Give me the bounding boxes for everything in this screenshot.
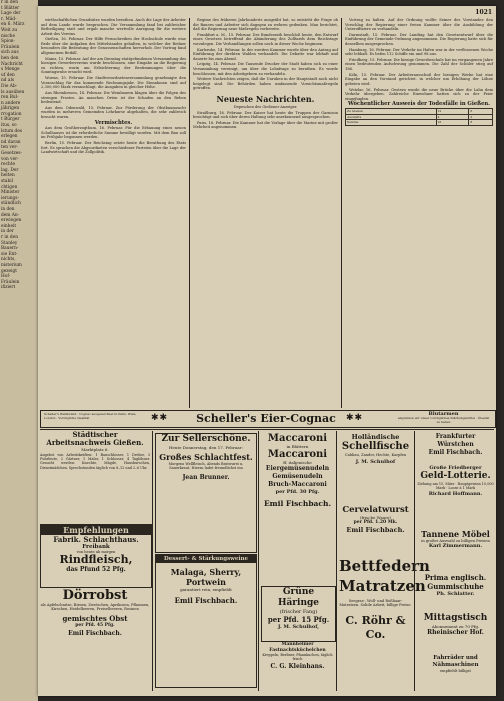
article-paragraph: Worms, 15. Februar. Die Stadtverordnetenversammlung genehmigte den Voranschlag für das kommende Rechnungsjahr. Die Einnahmen sind auf 2,300,000 Mark veranschlagt, die Ausgaben in gleicher Höhe. — [41, 76, 186, 90]
article-paragraph: Friedberg, 15. Februar. Die hiesige Gewerbeschule hat im vergangenen Jahre einen bedeutenden Aufschwung genommen. Die Zahl der Schüler stieg auf 186. — [345, 57, 493, 72]
table-cell: Summe — [346, 120, 437, 126]
table-cell: 16 — [436, 120, 469, 126]
advert-title: Dörrobst — [62, 588, 128, 603]
advert-line: Freibank — [82, 544, 110, 550]
strip-line: t Blätter — [1, 5, 20, 11]
page-number: 1021 — [475, 9, 492, 16]
newspaper-page — [38, 6, 496, 696]
column-2 — [193, 18, 338, 408]
advert-mittagstisch — [417, 613, 494, 653]
advert-text: Heute Donnerstag, den 17. Februar: — [169, 445, 243, 450]
advert-extra: Morgens Wellfleisch, Abends Bratwurst u. Sauerkraut. Hierzu ladet freundlichst ein — [168, 462, 244, 471]
advert-kuechelchen — [261, 642, 334, 688]
scheller-brand: Scheller's Eier-Cognac — [196, 412, 336, 425]
advert-schellfische — [339, 433, 412, 503]
advert-firm: Ph. Schlatter. — [436, 591, 475, 597]
strip-line: chtigen — [1, 184, 18, 190]
advert-extra: Eiergemüsenudeln — [265, 465, 330, 472]
mortality-table — [345, 108, 493, 126]
strip-line: r in den — [1, 0, 18, 5]
advert-subtitle: Marktplatz 6. — [81, 447, 109, 452]
strip-line: Minister — [1, 190, 20, 196]
news-subheading: Depeschen des Gießener Anzeiger. — [233, 104, 298, 109]
advert-text: Abonnement zu 70 Pfg. — [431, 624, 480, 629]
strip-line: r, Mäd- — [1, 16, 17, 22]
column-rule — [258, 431, 259, 691]
advert-title: Große Friedberger — [429, 465, 482, 471]
advert-text: Seegras-, Woll- und Roßhaar-Matratzen. Solide Arbeit, billige Preise. — [339, 599, 412, 608]
article-paragraph: Weitere Nachrichten zeigen, daß die Unruhen in der Hauptstadt noch nicht beigelegt sind. Die Behörden haben umfassende Vorsichtsmaßregeln getroffen. — [193, 77, 338, 91]
table-title: Wöchentlicher Ausweis der Todesfälle in Gießen. — [348, 101, 490, 108]
strip-line: rrogation — [1, 111, 22, 117]
advert-big: Großes Schlachtfest. — [159, 452, 253, 462]
advert-title: Mannheimer Fastnachtsküchelchen — [269, 642, 326, 653]
table-cell: 6 — [469, 108, 493, 114]
strip-line: ierungs- — [1, 195, 19, 201]
article-paragraph: Darmstadt, 15. Februar. Der Landtag hat den Gesetzentwurf über die Einführung der Gemeinde-Ordnung angenommen. Die Regierung hatte sich für denselben ausgesprochen. — [345, 32, 493, 46]
advert-sellerschoene — [155, 433, 257, 553]
strip-line: nisterium — [1, 262, 22, 268]
strip-line: lag. Der — [1, 167, 19, 173]
advert-arbeitsnachweis — [40, 431, 150, 523]
strip-line: Bauern- — [1, 246, 19, 252]
advert-firm: J. M. Schulhof, — [277, 624, 320, 630]
advert-fahrraeder — [417, 655, 494, 688]
strip-line: sie Ent- — [1, 251, 18, 257]
decorative-stars: ✱✱ — [346, 413, 364, 423]
article-paragraph: Aus dem Großherzogthum, 16. Februar. Für die Erbauung eines neuen Schulhauses ist die erforderliche Summe bewilligt worden. Mit dem Bau soll im Frühjahr begonnen werden. — [41, 126, 186, 140]
advert-firm: Richard Hoffmann. — [428, 491, 483, 498]
strip-line: ls ausüben — [1, 89, 25, 95]
news-headline: Neueste Nachrichten. — [216, 93, 315, 104]
strip-line: lstum des — [1, 128, 23, 134]
advert-firm: Emil Fischbach. — [346, 526, 405, 534]
adjacent-page-strip — [0, 0, 38, 701]
article-paragraph: Mainz, 15. Februar. Auf der am Dienstag stattgefundenen Versammlung des hiesigen Gewerbevereins wurde beschlossen, eine Eingabe an die Regierung zu richten, worin um Erleichterung der Bestimmungen über die Sonntagsruhe ersucht wird. — [41, 56, 186, 75]
strip-line: itus, so — [1, 123, 17, 129]
advert-firm: J. M. Schulhof — [355, 459, 396, 466]
strip-line: heiten — [1, 173, 15, 179]
article-paragraph: Vortrag zu halten. Auf der Ordnung wollte Seiner des Vorstandes den Vorschlag der Regierung einer freien Kammer über die Ausbildung der Unteroffiziere zu verhandeln. — [345, 18, 493, 32]
advert-title: Holländische — [351, 433, 400, 441]
article-paragraph: Straßburg, 16. Februar. Der Kaiser hat heute die Truppen der Garnison besichtigt und sich über deren Haltung sehr anerkennend ausgesprochen. — [193, 110, 338, 120]
article-paragraph: Aus dem Odenwald, 15. Februar. Zur Förderung der Obstbaumzucht wurden in mehreren Gemeinden Lehrkurse abgehalten, die sehr zahlreich besucht waren. — [41, 105, 186, 119]
article-paragraph: Berlin, 15. Februar. Der Reichstag setzte heute die Berathung des Etats fort. Es sprachen die Abgeordneten verschiedener Parteien über die Lage der Landwirtschaft und die Zollpolitik. — [41, 140, 186, 155]
advert-price: per Pfd. 15 Pfg. — [267, 615, 330, 624]
advert-big: Rindfleisch, — [59, 553, 133, 566]
advert-extra: Bruch-Maccaroni — [268, 481, 327, 488]
advert-extra: Gemüsenudeln — [272, 473, 323, 480]
advert-price: per Pfd. 1.20 Mk. — [353, 520, 398, 525]
strip-line: Weit zu — [1, 27, 18, 33]
advert-sub: gemischtes Obst — [62, 613, 128, 623]
advert-bettfedern — [339, 556, 430, 688]
scheller-right-text: empfehlen wir unser vorzügliches Stärkungsmittel · Überall zu haben — [397, 416, 490, 424]
advert-doerrobst — [40, 588, 150, 688]
strip-line: ren Bul- — [1, 95, 19, 101]
advert-sub: in Blättern — [286, 444, 309, 449]
advert-title: Maccaroni — [267, 433, 328, 444]
advert-firm: Karl Zimmermann. — [428, 543, 483, 550]
strip-line: Hof- — [1, 274, 11, 280]
strip-line: gezeigt — [1, 268, 17, 274]
column-rule — [414, 431, 415, 691]
advert-price: per Pfd. 45 Pfg. — [75, 622, 115, 628]
advert-moebel — [417, 529, 494, 571]
strip-line: einheit — [1, 223, 17, 229]
advert-big: Maccaroni — [267, 449, 328, 460]
advert-text: ff. italienische — [283, 460, 312, 465]
table-cell: Auswärts — [346, 114, 437, 120]
strip-line: Lage der — [1, 11, 21, 17]
strip-line: erlegen — [1, 134, 18, 140]
article-paragraph: Aus Rheinhessen, 14. Februar. Die Weinbauern klagen über die Folgen des strengen Frostes. An manchen Orten ist der Schaden an den Reben bedeutend. — [41, 90, 186, 105]
advert-firm: C. Röhr & Co. — [345, 613, 406, 641]
strip-line: s Menge — [1, 67, 20, 73]
advert-title: Mittagstisch — [423, 613, 488, 623]
strip-line: nische — [1, 33, 16, 39]
strip-line: jährigen — [1, 106, 20, 112]
advert-sub: garantiert rein, empfiehlt — [180, 587, 232, 592]
article-paragraph: Köln, 15. Februar. Der Arbeiterausschuß der hiesigen Werke hat eine Eingabe an den Vorstand gerichtet, in welcher um Erhöhung der Löhne gebeten wird. — [345, 72, 493, 86]
strip-line: t Bürger — [1, 117, 20, 123]
article-paragraph: Wetzlar, 16. Februar. Gestern wurde die neue Brücke über die Lahn dem Verkehr übergeben. Zahlreiche Einwohner hatten sich zu der Feier eingefunden. — [345, 87, 493, 101]
table-cell: 2 — [469, 114, 493, 120]
advert-title: Cervelatwurst — [342, 505, 409, 515]
advert-firm: Rheinischer Hof. — [427, 629, 484, 636]
advert-title: Tannene Möbel — [421, 529, 490, 539]
article-paragraph: Hamburg, 16. Februar. Der Verkehr im Hafen war in der verflossenen Woche sehr lebhaft. Es liefen 112 Schiffe ein und 98 aus. — [345, 47, 493, 57]
advert-cervelatwurst — [339, 505, 412, 553]
strip-line: n andere — [1, 100, 21, 106]
strip-line: ifiziert — [1, 285, 16, 291]
advert-price: per Pfd. 30 Pfg. — [275, 489, 320, 495]
strip-line: hen den — [1, 55, 19, 61]
scheller-cognac-advert — [40, 410, 496, 428]
advert-text: Kreppeln, Berliner, Pfannkuchen, täglich frisch — [262, 653, 333, 662]
column-rule — [152, 431, 153, 691]
strip-line: stabil — [1, 179, 13, 184]
advert-firm: C. G. Kleinhans. — [270, 663, 325, 671]
strip-line: r in den — [1, 234, 18, 240]
advert-title: Grüne Häringe — [277, 587, 320, 608]
strip-line: nd daran — [1, 139, 21, 145]
column-3 — [345, 18, 493, 408]
advert-sub: (frischer Fang) — [279, 609, 318, 615]
advert-empfehlungen — [40, 524, 152, 588]
strip-line: ständlich — [1, 201, 21, 207]
advert-title: Dessert- & Stärkungsweine — [156, 555, 256, 563]
strip-line: ten ver- — [1, 145, 18, 151]
column-1 — [41, 18, 186, 408]
advert-gummischuhe — [417, 573, 494, 611]
advert-firm: Emil Fischbach. — [428, 449, 483, 456]
advert-line: Fabrik. Schlachthaus. — [53, 535, 139, 544]
advert-firm: Emil Fischbach. — [263, 499, 332, 508]
advert-dessertweine — [155, 554, 257, 688]
advert-lotterie — [417, 465, 494, 527]
strip-line: dem An- — [1, 212, 20, 218]
table-cell: Zu Gießen — [346, 108, 437, 114]
advert-text: als Apfelschnitze, Birnen, Zwetschen, Aprikosen, Pflaumen, Kirschen, Heidelbeeren, Preiselbeeren, Rosinen — [40, 603, 150, 612]
article-paragraph: Gießen, 16. Februar. Der Hilfe Fernschreiben der Hochschule wurde eine Rede über die Aufgaben des Mittelstandes gehalten, in welcher der Redner besonders die Bedeutung der Genossenschaften hervorhob. Der Vortrag fand allgemeinen Beifall. — [41, 37, 186, 56]
strip-line: Gesetzes- — [1, 151, 22, 157]
column-rule — [341, 18, 342, 408]
advert-title: Städtischer Arbeitsnachweis Gießen. — [46, 430, 144, 447]
section-heading: Vermischtes. — [94, 119, 133, 126]
advert-firm: Emil Fischbach. — [174, 596, 238, 605]
advert-title: Empfehlungen — [41, 525, 151, 535]
advert-wuerstchen — [417, 433, 494, 463]
advert-big: Matratzen — [339, 577, 426, 595]
table-row — [346, 120, 493, 126]
strip-line: Die Ab- — [1, 83, 18, 89]
advert-title: Frankfurter Würstchen — [435, 433, 476, 448]
advert-text: Malaga, Sherry, Portwein — [170, 567, 242, 587]
scheller-right-title: Blutarmen — [428, 411, 459, 417]
advert-firm: Jean Brunner. — [182, 473, 230, 481]
strip-line: uf den — [1, 72, 15, 78]
strip-line: von ver- — [1, 156, 19, 162]
article-paragraph: Paris, 16. Februar. Die Kammer hat die Vorlage über die Marine mit großer Mehrheit angenommen. — [193, 120, 338, 130]
strip-line: Stanley — [1, 240, 18, 246]
article-paragraph: Frankfurt a. M., 15. Februar. Der Bundesrath beschloß heute, den Entwurf eines Gesetzes betreffend die Abänderung des Zolltarifs dem Reichstage vorzulegen. Die Verhandlungen sollen noch in dieser Woche beginnen. — [193, 32, 338, 46]
decorative-stars: ✱✱ — [151, 413, 169, 423]
advert-big: Schellfische — [341, 441, 410, 452]
table-cell: 8 — [469, 120, 493, 126]
advert-line: von heute ab morgen — [76, 550, 116, 554]
scheller-left-text: Scheller's Weinbrand · Cognac ausgezeichnet in Paris, Wien, London · Vorzügliche Qualität — [44, 412, 137, 420]
advert-title: Bettfedern — [339, 557, 430, 575]
advert-text: Cabliau, Zander, Hechte, Karpfen — [344, 453, 407, 457]
column-rule — [189, 18, 190, 408]
strip-line: en 6. März — [1, 22, 25, 28]
table-cell: 12 — [436, 108, 469, 114]
strip-line: nichts, — [1, 257, 16, 263]
column-rule — [336, 431, 337, 691]
strip-line: in den — [1, 206, 15, 212]
advert-price: das Pfund 52 Pfg. — [66, 566, 126, 573]
strip-line: Fräulein — [1, 279, 20, 285]
advert-haeringe — [261, 586, 336, 642]
article-paragraph: Karlsruhe, 14. Februar. In der zweiten Kammer wurde über den Antrag auf Einführung der direkten Wahlen verhandelt. Die Debatte war lebhaft und dauerte bis zum Abend. — [193, 47, 338, 61]
strip-line: Spion- — [1, 39, 15, 45]
strip-line: erwiegen — [1, 218, 22, 224]
advert-text: in großer Auswahl zu billigen Preisen — [421, 539, 490, 543]
advert-text: Angebot von Arbeitskräften: 1 Bauschlosser, 1 Dreher, 3 Fuhrleute, 2 Gärtner, 1 Maler, 1 Schlosser, 4 Taglöhner. Gesucht werden: Knechte, Mägde, Hausburschen, Dienstmädchen. Sprechstunden täglich von 8–12 und 2–6 Uhr. — [40, 453, 150, 470]
advert-title: Zur Sellerschöne. — [161, 434, 251, 444]
advert-title: Prima englisch. Gummischuhe — [424, 573, 487, 591]
strip-line: in der — [1, 229, 14, 235]
advert-big: Geld-Lotterie. — [420, 471, 491, 481]
strip-line: Nachricht — [1, 61, 23, 67]
article-paragraph: Regime des früheren Jahrhunderts ausgeübt hat, so entsteht die Frage ob die Bauern und Arbeiter sich dagegen zu wehren gedenken. Man berichtet, daß die Regierung neue Maßregeln vorbereite. — [193, 18, 338, 32]
advert-sub: (frische Waare) — [359, 515, 392, 520]
strip-line: rechte — [1, 162, 16, 168]
advert-maccaroni — [261, 433, 334, 583]
advert-text: empfiehlt billigst — [440, 669, 471, 673]
advert-firm: Emil Fischbach. — [68, 629, 122, 637]
advert-text: Ziehung am 15. März · Hauptgewinn 10,000 Mark · Loose à 1 Mark — [417, 482, 494, 491]
strip-line: sich aus — [1, 50, 19, 56]
table-cell: 4 — [436, 114, 469, 120]
article-paragraph: Leipzig, 14. Februar. Die Tausende Drucker der Stadt haben sich zu einer Versammlung vereinigt, um über die Lohnfrage zu berathen. Es wurde beschlossen, mit den Arbeitgebern zu verhandeln. — [193, 62, 338, 76]
article-paragraph: wirthschaftlichen Grundsätze wurden berathen. Auch die Lage der Arbeiter auf dem Lande wurde besprochen. Die Versammlung fand bei zahlreicher Betheiligung statt und ergab manche wertvolle Anregung für die weitere Arbeit des Vereins. — [41, 18, 186, 36]
strip-line: Fräulein — [1, 44, 20, 50]
advert-title: Fahrräder und Nähmaschinen — [432, 655, 479, 668]
strip-line: nd als — [1, 78, 15, 84]
